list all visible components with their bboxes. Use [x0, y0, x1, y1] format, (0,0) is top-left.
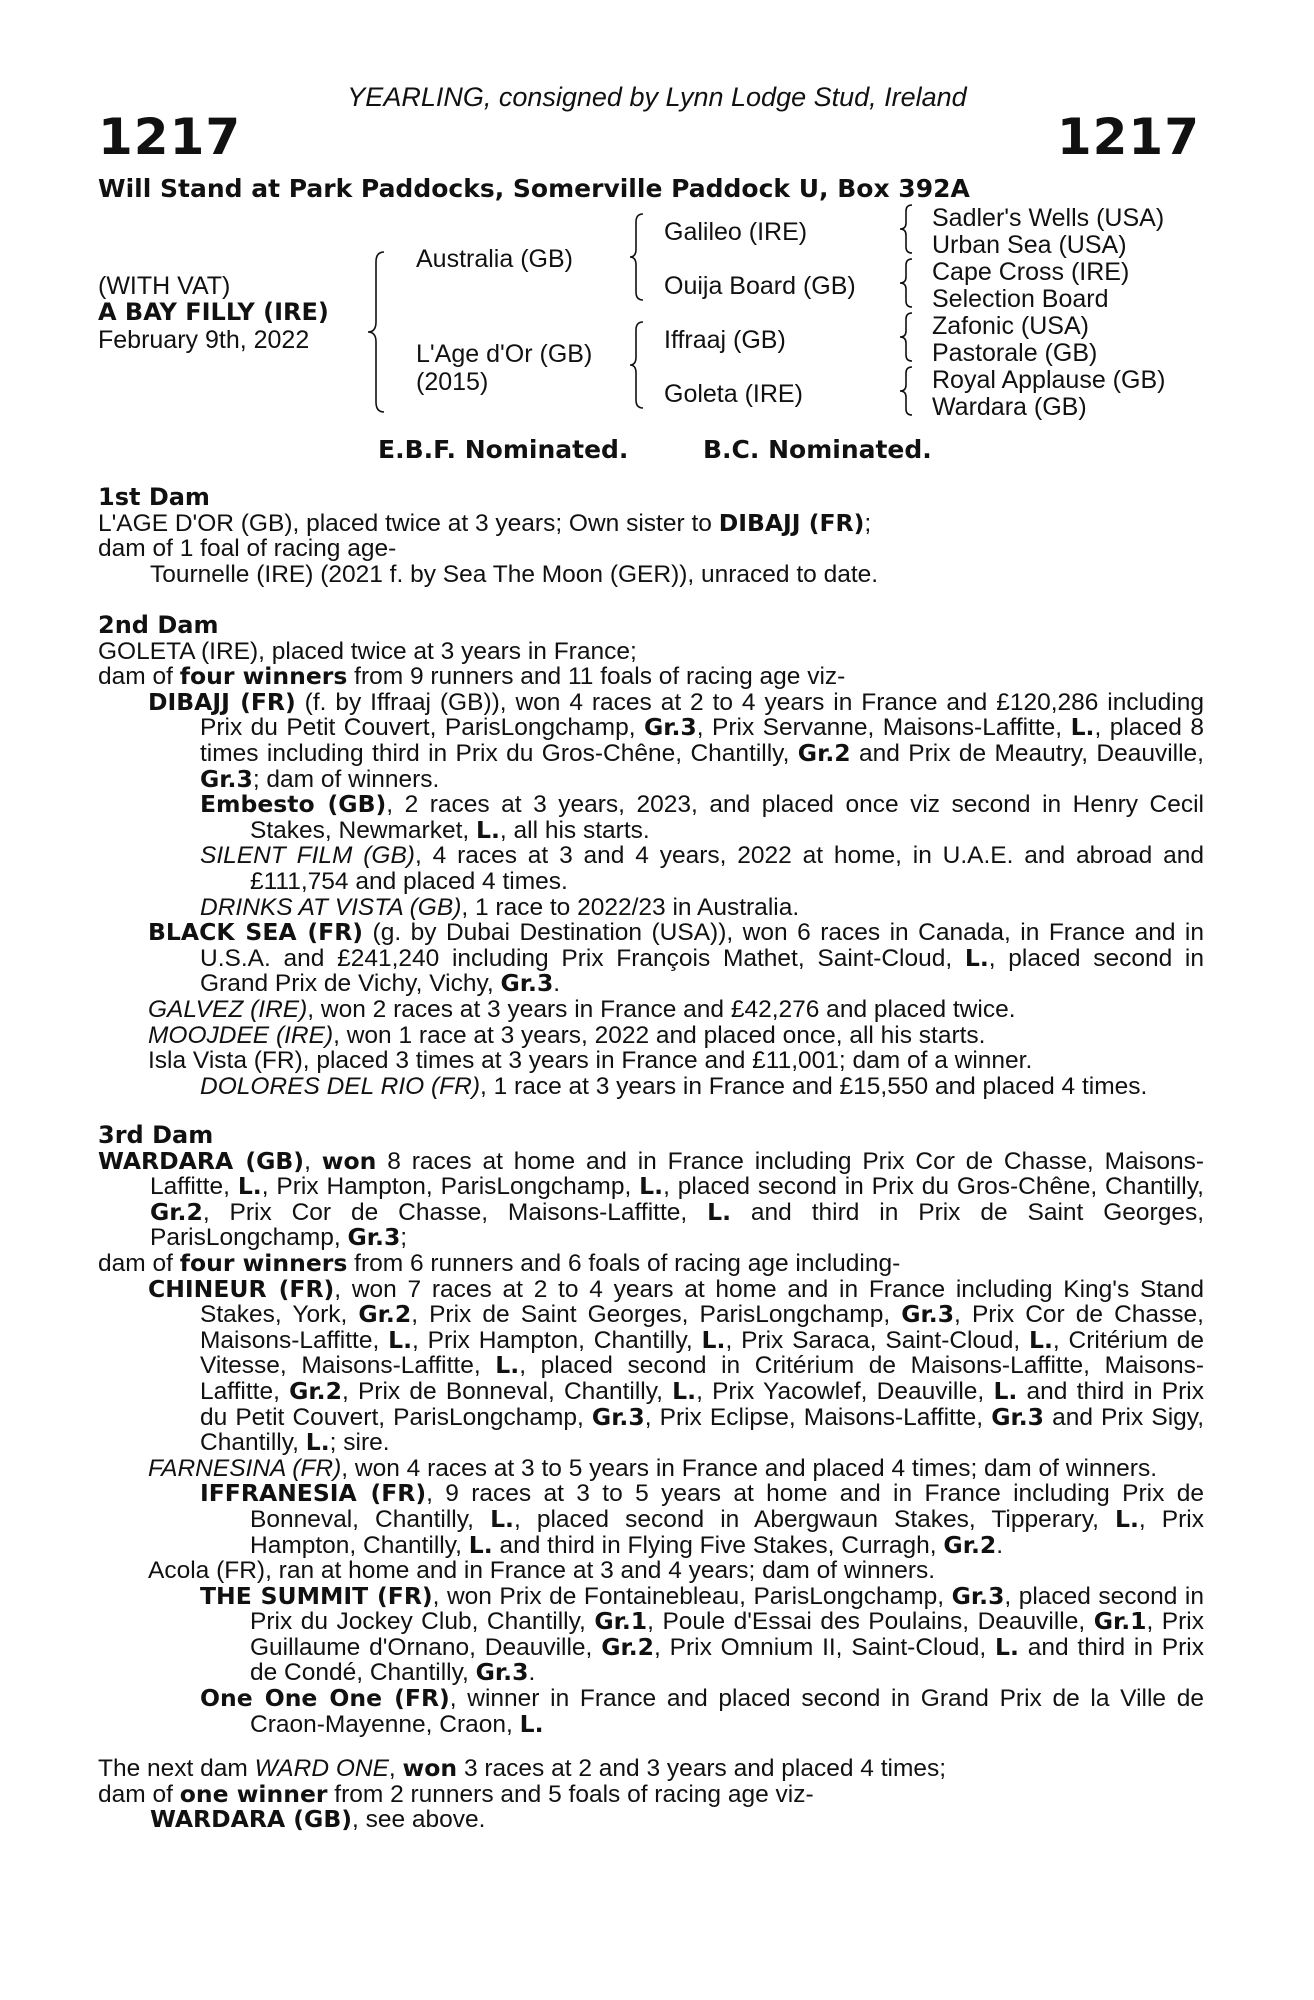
ebf-nominated: E.B.F. Nominated. — [378, 435, 629, 464]
lot-number-left: 1217 — [98, 108, 242, 166]
lot-name: A BAY FILLY (IRE) — [98, 298, 329, 326]
pedigree-gg-5: Zafonic (USA) — [932, 312, 1089, 340]
pedigree-gg-8: Wardara (GB) — [932, 393, 1087, 421]
next-dam-section — [98, 1756, 1204, 1833]
progeny-black-sea: BLACK SEA (FR) (g. by Dubai Destination (USA)), won 6 races in Canada, in France and in U.S.A. and £241,240 including Prix François Mathet, Saint-Cloud, L., placed second in Grand Prix de Vichy, Vichy, Gr.3. — [148, 918, 1205, 998]
stand-location: Will Stand at Park Paddocks, Somerville Paddock U, Box 392A — [98, 174, 970, 203]
pedigree-dam-sire: Iffraaj (GB) — [664, 326, 786, 354]
pedigree-sire: Australia (GB) — [416, 245, 573, 273]
second-dam-line: GOLETA (IRE), placed twice at 3 years in France; — [98, 637, 637, 665]
progeny-drinks-at-vista: DRINKS AT VISTA (GB), 1 race to 2022/23 in Australia. — [200, 893, 800, 921]
third-dam-wardara: WARDARA (GB), won 8 races at home and in France including Prix Cor de Chasse, Maisons-Laffitte, L., Prix Hampton, ParisLongchamp, L., placed second in Prix du Gros-Chêne, Chantilly, Gr.2, Prix Cor de Chasse, Maisons-Laffitte, L. and third in Prix de Saint Georges, ParisLongchamp, Gr.3; — [98, 1146, 1204, 1252]
second-dam-produce-line: dam of four winners from 9 runners and 11 foals of racing age viz- — [98, 662, 846, 691]
pedigree-bracket-dam — [628, 320, 648, 410]
progeny-galvez: GALVEZ (IRE), won 2 races at 3 years in France and £42,276 and placed twice. — [148, 995, 1016, 1023]
progeny-farnesina: FARNESINA (FR), won 4 races at 3 to 5 years in France and placed 4 times; dam of winners. — [148, 1454, 1157, 1482]
pedigree-dam-dam: Goleta (IRE) — [664, 380, 803, 408]
lot-number-right: 1217 — [1056, 108, 1200, 166]
first-dam-produce-line: dam of 1 foal of racing age- — [98, 535, 397, 563]
pedigree-bracket-gg1 — [898, 203, 918, 255]
first-dam-foal: Tournelle (IRE) (2021 f. by Sea The Moon (GER)), unraced to date. — [150, 560, 879, 588]
second-dam-section — [98, 613, 1204, 1099]
bc-nominated: B.C. Nominated. — [703, 435, 932, 464]
vat-note: (WITH VAT) — [98, 272, 231, 300]
progeny-silent-film: SILENT FILM (GB), 4 races at 3 and 4 years, 2022 at home, in U.A.E. and abroad and £111,754 and placed 4 times. — [200, 842, 1204, 895]
pedigree-gg-6: Pastorale (GB) — [932, 339, 1098, 367]
pedigree-bracket-gg2 — [898, 257, 918, 309]
pedigree-bracket-main — [366, 248, 390, 416]
progeny-the-summit: THE SUMMIT (FR), won Prix de Fontainebleau, ParisLongchamp, Gr.3, placed second in Prix du Jockey Club, Chantilly, Gr.1, Poule d'Essai des Poulains, Deauville, Gr.1, Prix Guillaume d'Ornano, Deauville, Gr.2, Prix Omnium II, Saint-Cloud, L. and third in Prix de Condé, Chantilly, Gr.3. — [200, 1581, 1204, 1687]
progeny-chineur: CHINEUR (FR), won 7 races at 2 to 4 years at home and in France including King's Stand Stakes, York, Gr.2, Prix de Saint Georges, ParisLongchamp, Gr.3, Prix Cor de Chasse, Maisons-Laffitte, L., Prix Hampton, Chantilly, L., Prix Saraca, Saint-Cloud, L., Critérium de Vitesse, Maisons-Laffitte, L., placed second in Critérium de Maisons-Laffitte, Maisons-Laffitte, Gr.2, Prix de Bonneval, Chantilly, L., Prix Yacowlef, Deauville, L. and third in Prix du Petit Couvert, ParisLongchamp, Gr.3, Prix Eclipse, Maisons-Laffitte, Gr.3 and Prix Sigy, Chantilly, L.; sire. — [148, 1274, 1205, 1457]
third-dam-section — [98, 1123, 1204, 1737]
progeny-moojdee: MOOJDEE (IRE), won 1 race at 3 years, 2022 and placed once, all his starts. — [148, 1021, 986, 1049]
third-dam-heading: 3rd Dam — [98, 1121, 214, 1149]
pedigree-gg-4: Selection Board — [932, 285, 1109, 313]
next-dam-line: The next dam WARD ONE, won 3 races at 2 and 3 years and placed 4 times; — [98, 1754, 947, 1782]
first-dam-line: L'AGE D'OR (GB), placed twice at 3 years; Own sister to DIBAJJ (FR); — [98, 508, 872, 537]
third-dam-produce-line: dam of four winners from 6 runners and 6 foals of racing age including- — [98, 1248, 901, 1277]
progeny-dibajj: DIBAJJ (FR) (f. by Iffraaj (GB)), won 4 races at 2 to 4 years in France and £120,286 including Prix du Petit Couvert, ParisLongchamp, Gr.3, Prix Servanne, Maisons-Laffitte, L., placed 8 times including third in Prix du Gros-Chêne, Chantilly, Gr.2 and Prix de Meautry, Deauville, Gr.3; dam of winners. — [148, 687, 1204, 793]
first-dam-heading: 1st Dam — [98, 483, 210, 511]
pedigree-sire-sire: Galileo (IRE) — [664, 218, 808, 246]
first-dam-section — [98, 485, 1204, 587]
progeny-embesto: Embesto (GB), 2 races at 3 years, 2023, and placed once viz second in Henry Cecil Stakes, Newmarket, L., all his starts. — [200, 790, 1205, 844]
pedigree-gg-3: Cape Cross (IRE) — [932, 258, 1130, 286]
pedigree-bracket-gg4 — [898, 365, 918, 417]
pedigree-sire-dam: Ouija Board (GB) — [664, 272, 856, 300]
progeny-isla-vista: Isla Vista (FR), placed 3 times at 3 years in France and £11,001; dam of a winner. — [148, 1047, 1033, 1075]
progeny-dolores-del-rio: DOLORES DEL RIO (FR), 1 race at 3 years in France and £15,550 and placed 4 times. — [200, 1072, 1148, 1100]
pedigree-gg-7: Royal Applause (GB) — [932, 366, 1166, 394]
second-dam-heading: 2nd Dam — [98, 611, 219, 639]
pedigree-dam-year: (2015) — [416, 368, 489, 396]
progeny-one-one-one: One One One (FR), winner in France and placed second in Grand Prix de la Ville de Craon-Mayenne, Craon, L. — [200, 1684, 1204, 1738]
foaling-date: February 9th, 2022 — [98, 326, 310, 354]
next-dam-produce-line: dam of one winner from 2 runners and 5 foals of racing age viz- — [98, 1779, 814, 1808]
progeny-iffranesia: IFFRANESIA (FR), 9 races at 3 to 5 years at home and in France including Prix de Bonneval, Chantilly, L., placed second in Abergwaun Stakes, Tipperary, L., Prix Hampton, Chantilly, L. and third in Flying Five Stakes, Curragh, Gr.2. — [200, 1479, 1204, 1559]
next-dam-progeny: WARDARA (GB), see above. — [150, 1805, 486, 1834]
pedigree-gg-2: Urban Sea (USA) — [932, 231, 1127, 259]
progeny-acola: Acola (FR), ran at home and in France at 3 and 4 years; dam of winners. — [148, 1557, 936, 1585]
consignment-line: YEARLING, consigned by Lynn Lodge Stud, Ireland — [347, 82, 967, 112]
pedigree-bracket-sire — [628, 212, 648, 302]
pedigree-bracket-gg3 — [898, 311, 918, 363]
pedigree-dam: L'Age d'Or (GB) — [416, 340, 593, 368]
pedigree-gg-1: Sadler's Wells (USA) — [932, 204, 1165, 232]
